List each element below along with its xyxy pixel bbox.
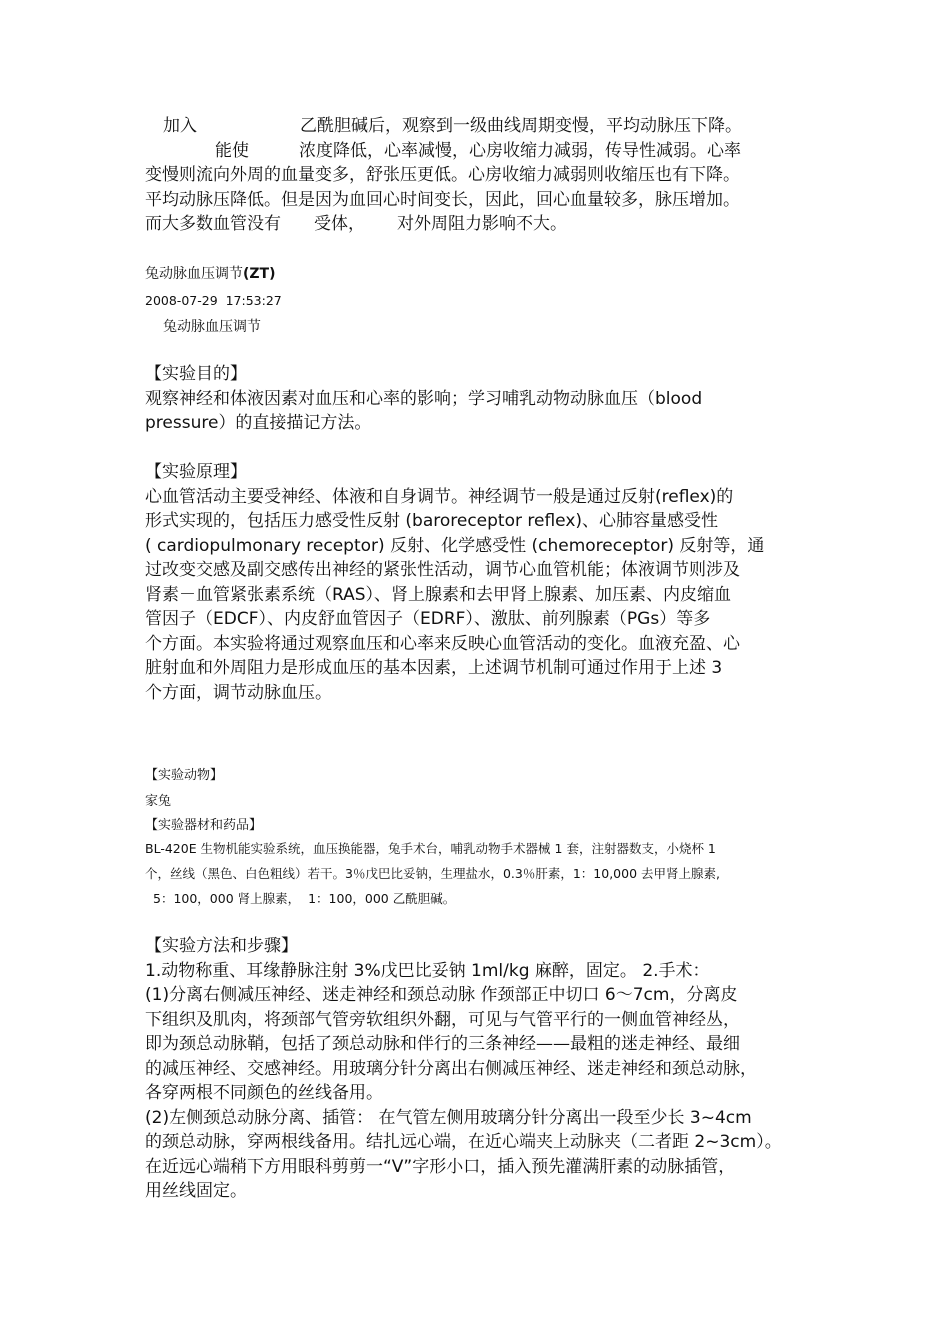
methods-text-en: (1) (145, 985, 170, 1005)
intro-line4: 平均动脉压降低。但是因为血回心时间变长，因此，回心血量较多，脉压增加。 (145, 189, 740, 210)
methods-text: 下组织及肌肉，将颈部气管旁软组织外翻，可见与气管平行的一侧血管神经丛， (145, 1009, 740, 1030)
materials-text: 5：100，000 肾上腺素， 1：100，000 乙酰胆碱。 (153, 891, 456, 906)
methods-section (145, 934, 810, 1204)
methods-heading: 【实验方法和步骤】 (145, 936, 298, 956)
principle-text: 反射等，通 (674, 535, 765, 556)
methods-text-en: 1. (145, 960, 162, 981)
principle-text: 个方面，调节动脉血压。 (145, 682, 332, 703)
methods-text: ，分离皮 (669, 985, 738, 1005)
materials-heading: 【实验器材和药品】 (145, 818, 263, 833)
principle-text-en: (chemoreceptor) (531, 535, 675, 556)
materials-section (145, 814, 825, 909)
principle-text-en: EDRF (419, 609, 466, 629)
methods-text: 用丝线固定。 (145, 1181, 247, 1201)
principle-text: ）、内皮舒血管因子（ (258, 609, 420, 629)
methods-text: 麻醉，固定。 (529, 960, 643, 981)
methods-text-en: 1ml/kg (471, 960, 530, 981)
methods-text-en: 6 (604, 985, 616, 1005)
principle-text: 脏射血和外周阻力是形成血压的基本因素，上述调节机制可通过作用于上述 (145, 658, 712, 678)
post-title: 兔动脉血压调节 (145, 266, 243, 282)
animals-heading: 【实验动物】 (145, 768, 224, 783)
principle-heading: 【实验原理】 (145, 462, 247, 482)
intro-line1-start: 加入 (163, 116, 197, 136)
purpose-text: 观察神经和体液因素对血压和心率的影响；学习哺乳动物动脉血压（ (145, 388, 655, 409)
intro-line1-end: 乙酰胆碱后，观察到一级曲线周期变慢，平均动脉压下降。 (300, 116, 742, 136)
intro-line5-start: 而大多数血管没有 (145, 214, 281, 234)
principle-text-en: (baroreceptor reflex) (405, 511, 583, 531)
materials-text: 个，丝线（黑色、白色粗线）若干。3％戊巴比妥钠，生理盐水，0.3％肝素，1：10,000 去甲肾上腺素, (145, 866, 720, 881)
methods-text: 的颈总动脉，穿两根线备用。结扎远心端，在近心端夹上动脉夹（二者距 (145, 1132, 695, 1152)
principle-text-en: RAS (332, 584, 366, 605)
methods-text: 左侧颈总动脉分离、插管： 在气管左侧用玻璃分针分离出一段至少长 (169, 1107, 690, 1128)
methods-text-en: 7cm (632, 985, 670, 1005)
principle-text: ）等多 (659, 609, 711, 629)
animals-value: 家兔 (145, 794, 172, 809)
methods-text-en: (2) (145, 1107, 170, 1128)
principle-text: 肾素－血管紧张素系统（ (145, 584, 332, 605)
animals-section (145, 763, 810, 815)
post-title-tag: (ZT) (243, 266, 276, 282)
principle-text: 管因子（ (145, 609, 213, 629)
purpose-text-en: pressure (145, 413, 219, 433)
methods-text: 的减压神经、交感神经。用玻璃分针分离出右侧减压神经、迷走神经和颈总动脉， (145, 1058, 757, 1079)
post-header (145, 263, 810, 338)
materials-text: BL-420E 生物机能实验系统，血压换能器，兔手术台，哺乳动物手术器械 1 套，注射器数支，小烧杯 1 (145, 841, 716, 856)
purpose-section (145, 362, 810, 436)
methods-text: 在近远心端稍下方用眼科剪剪一 (145, 1156, 383, 1177)
principle-text: 个方面。本实验将通过观察血压和心率来反映心血管活动的变化。血液充盈、心 (145, 633, 740, 654)
intro-line2-start: 能使 (215, 140, 249, 161)
purpose-text-en: blood (655, 388, 703, 409)
principle-section (145, 460, 810, 705)
methods-text-en: “V” (383, 1156, 413, 1177)
methods-text-en: 2~3cm (694, 1132, 757, 1152)
methods-text: 各穿两根不同颜色的丝线备用。 (145, 1083, 383, 1103)
methods-text-en: 2. (642, 960, 659, 981)
intro-line5-mid: 受体， (314, 214, 365, 234)
principle-text: 心血管活动主要受神经、体液和自身调节。神经调节一般是通过反射 (145, 486, 655, 507)
principle-text-en: 3 (711, 658, 723, 678)
principle-text: 的 (716, 486, 734, 507)
methods-text: 即为颈总动脉鞘，包括了颈总动脉和伴行的三条神经——最粗的迷走神经、最细 (145, 1034, 740, 1054)
principle-text: 反射、化学感受性 (384, 535, 532, 556)
principle-text-en: EDCF (213, 609, 259, 629)
principle-text: ）、激肽、前列腺素（ (465, 609, 627, 629)
methods-text-en: 3% (353, 960, 381, 981)
principle-text: ）、肾上腺素和去甲肾上腺素、加压素、内皮缩血 (365, 584, 732, 605)
methods-text: 动物称重、耳缘静脉注射 (161, 960, 354, 981)
principle-text-en: PGs (626, 609, 660, 629)
principle-text-en: (reflex) (655, 486, 717, 507)
methods-text: ）。 (756, 1132, 782, 1152)
methods-text-en: 3~4cm (689, 1107, 752, 1128)
methods-text: ～ (615, 985, 633, 1005)
methods-text: 字形小口，插入预先灌满肝素的动脉插管， (412, 1156, 736, 1177)
methods-text: 戊巴比妥钠 (380, 960, 472, 981)
intro-line3: 变慢则流向外周的血量变多，舒张压更低。心房收缩力减弱则收缩压也有下降。 (145, 165, 740, 185)
post-subtitle: 兔动脉血压调节 (163, 319, 261, 335)
purpose-heading: 【实验目的】 (145, 364, 247, 384)
methods-text: 分离右侧减压神经、迷走神经和颈总动脉 作颈部正中切口 (169, 985, 605, 1005)
purpose-text: ）的直接描记方法。 (218, 413, 372, 433)
intro-paragraph (145, 114, 810, 237)
intro-line2-end: 浓度降低，心率减慢，心房收缩力减弱，传导性减弱。心率 (299, 140, 741, 161)
principle-text-en: ( cardiopulmonary receptor) (145, 535, 385, 556)
methods-text: 手术： (658, 960, 710, 981)
principle-text: 、心肺容量感受性 (582, 511, 719, 531)
principle-text: 形式实现的，包括压力感受性反射 (145, 511, 406, 531)
intro-line5-end: 对外周阻力影响不大。 (397, 214, 567, 234)
post-datetime: 2008-07-29 17:53:27 (145, 293, 282, 308)
principle-text: 过改变交感及副交感传出神经的紧张性活动，调节心血管机能；体液调节则涉及 (145, 560, 740, 580)
